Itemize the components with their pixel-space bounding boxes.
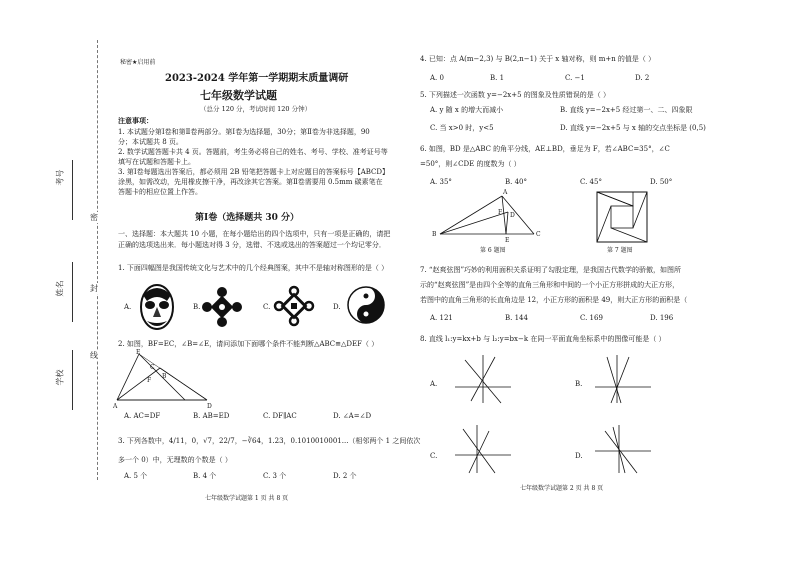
q8-option-d[interactable]: D. <box>575 452 583 460</box>
q2-fig-label-a: A <box>113 403 118 410</box>
q4-option-d[interactable]: D. 2 <box>635 74 650 82</box>
footer-left: 七年级数学试题第 1 页 共 8 页 <box>205 495 289 502</box>
q5-text: 5. 下列描述一次函数 y=−2x+5 的图象及性质错误的是（ ） <box>420 91 610 99</box>
side-label-xian: 线 <box>90 351 98 360</box>
q7-line-1: 7. “赵爽弦图”巧妙的利用面积关系证明了勾股定理，是我国古代数学的骄傲，如图所 <box>420 266 682 274</box>
notice-line-4: 填写在试题和答题卡上。 <box>118 158 195 166</box>
exam-title: 2023-2024 学年第一学期期末质量调研 <box>165 73 349 84</box>
q6-fig-label-b: B <box>432 231 437 238</box>
notice-line-2: 分；本试题共 8 页。 <box>118 138 183 146</box>
exam-info: （总分 120 分，考试时间 120 分钟） <box>200 105 312 113</box>
q1-option-c[interactable]: C. <box>263 303 271 311</box>
exam-subtitle: 七年级数学试题 <box>200 89 277 102</box>
q3-option-c[interactable]: C. 3 个 <box>263 472 287 480</box>
q7-option-c[interactable]: C. 169 <box>580 314 603 322</box>
notice-line-1: 1. 本试题分第Ⅰ卷和第Ⅱ卷两部分。第Ⅰ卷为选择题，30分；第Ⅱ卷为非选择题，90 <box>118 128 370 136</box>
q6-fig-label-e: E <box>505 237 510 244</box>
q4-option-c[interactable]: C. −1 <box>565 74 585 82</box>
side-label-xuexiao: 学校 <box>55 369 65 386</box>
q3-option-a[interactable]: A. 5 个 <box>124 472 148 480</box>
q2-option-a[interactable]: A. AC=DF <box>124 412 161 420</box>
q2-option-d[interactable]: D. ∠A=∠D <box>333 412 372 420</box>
q7-line-3: 若图中的直角三角形的长直角边是 12，小正方形的面积是 49，则大正方形的面积是（ <box>420 296 688 304</box>
q8-option-b[interactable]: B. <box>575 380 583 388</box>
secret-mark: 秘密★启用前 <box>120 59 156 66</box>
q4-text: 4. 已知：点 A(m−2,3) 与 B(2,n−1) 关于 x 轴对称，则 m+n 的值是（ ） <box>420 55 656 63</box>
notice-line-7: 答题卡的相应位置上作答。 <box>118 188 202 196</box>
q6-option-a[interactable]: A. 35° <box>430 178 452 186</box>
notice-line-3: 2. 数学试题答题卡共 4 页。答题前，考生务必将自己的姓名、考号、学校、准考证号等 <box>118 148 388 156</box>
q8-graph-b <box>595 355 655 409</box>
side-label-xingming: 姓名 <box>55 280 65 297</box>
side-label-mi: 密 <box>90 213 98 222</box>
notice-line-5: 3. 第Ⅰ卷每题选出答案后，都必须用 2B 铅笔把答题卡上对应题目的答案标号【ABCD】 <box>118 168 390 176</box>
q8-graph-a <box>455 355 515 409</box>
opera-mask-figure <box>137 283 177 335</box>
yin-yang-figure <box>346 285 386 329</box>
q8-option-c[interactable]: C. <box>430 452 438 460</box>
footer-right: 七年级数学试题第 2 页 共 8 页 <box>520 485 604 492</box>
q6-fig-label-c: C <box>536 231 541 238</box>
q2-fig-label-f: F <box>147 377 152 384</box>
notice-line-6: 涂黑，如需改动，先用橡皮擦干净，再改涂其它答案。第Ⅱ卷需要用 0.5mm 碳素笔在 <box>118 178 383 186</box>
q6-fig-label-d: D <box>510 212 515 219</box>
q6-fig-label-a: A <box>503 189 508 196</box>
side-label-feng: 封 <box>90 284 98 293</box>
q6-option-b[interactable]: B. 40° <box>505 178 528 186</box>
q7-figure <box>595 190 649 248</box>
q6-caption: 第 6 题图 <box>480 247 506 254</box>
q2-text: 2. 如图，BF=EC，∠B=∠E，请问添加下面哪个条件不能判断△ABC≌△DEF（ ） <box>118 340 379 348</box>
q1-option-a[interactable]: A. <box>124 303 132 311</box>
q5-option-a[interactable]: A. y 随 x 的增大而减小 <box>430 106 504 114</box>
q5-option-d[interactable]: D. 直线 y=−2x+5 与 x 轴的交点坐标是 (0,5) <box>560 124 706 132</box>
q1-text: 1. 下面四幅图是我国传统文化与艺术中的几个经典图案，其中不是轴对称图形的是（ ） <box>118 264 389 272</box>
q8-graph-c <box>455 425 515 479</box>
side-label-kaohao: 考号 <box>55 169 65 186</box>
q6-option-c[interactable]: C. 45° <box>580 178 602 186</box>
q8-option-a[interactable]: A. <box>430 380 438 388</box>
section1-intro-2: 正确的选项选出来．每小题选对得 3 分，选错、不选或选出的答案超过一个均记零分． <box>118 241 386 249</box>
q5-option-c[interactable]: C. 当 x>0 时，y<5 <box>430 124 494 132</box>
q7-caption: 第 7 题图 <box>607 247 633 254</box>
q3-text: 3. 下列各数中，4/11，0，√7，22/7，−∛64，1.23，0.1010010001...（相邻两个 1 之间依次 <box>118 437 421 445</box>
side-underline-1 <box>72 160 73 220</box>
q3-option-d[interactable]: D. 2 个 <box>333 472 357 480</box>
q6-figure <box>438 192 538 244</box>
q7-option-d[interactable]: D. 196 <box>650 314 674 322</box>
q4-option-b[interactable]: B. 1 <box>490 74 505 82</box>
q1-option-b[interactable]: B. <box>193 303 201 311</box>
q6-text-2: =50°，则∠CDE 的度数为（ ） <box>420 160 521 168</box>
section1-title: 第Ⅰ卷（选择题共 30 分） <box>195 213 300 223</box>
q1-option-d[interactable]: D. <box>333 303 341 311</box>
knot-pattern-figure <box>275 287 313 329</box>
q2-option-b[interactable]: B. AB=ED <box>193 412 230 420</box>
notice-title: 注意事项： <box>118 117 153 125</box>
q8-graph-d <box>595 425 655 479</box>
section1-intro-1: 一、选择题：本大题共 10 小题，在每小题给出的四个选项中，只有一项是正确的，请把 <box>118 230 391 238</box>
q2-fig-label-e: E <box>136 349 141 356</box>
q3-text-2: 多一个 0）中，无理数的个数是（ ） <box>118 456 232 464</box>
q7-line-2: 示的“赵爽弦图”是由四个全等的直角三角形和中间的一个小正方形拼成的大正方形， <box>420 281 680 289</box>
q2-fig-label-b: B <box>162 373 167 380</box>
q6-fig-label-f: F <box>498 209 503 216</box>
q2-option-c[interactable]: C. DF∥AC <box>263 412 297 420</box>
q8-text: 8. 直线 l₁:y=kx+b 与 l₂:y=bx−k 在同一平面直角坐标系中的图像可能是（ ） <box>420 335 666 343</box>
q7-option-a[interactable]: A. 121 <box>430 314 453 322</box>
binding-dashed-line <box>97 40 98 480</box>
q7-option-b[interactable]: B. 144 <box>505 314 528 322</box>
cloud-pattern-figure <box>202 287 242 331</box>
q2-fig-label-c: C <box>150 364 155 371</box>
q3-option-b[interactable]: B. 4 个 <box>193 472 217 480</box>
q4-option-a[interactable]: A. 0 <box>430 74 444 82</box>
side-underline-2 <box>72 262 73 322</box>
q5-option-b[interactable]: B. 直线 y=−2x+5 经过第一、二、四象限 <box>560 106 693 114</box>
q6-option-d[interactable]: D. 50° <box>650 178 673 186</box>
q6-text: 6. 如图，BD 是△ABC 的角平分线，AE⊥BD，垂足为 F，若∠ABC=35°，∠C <box>420 145 670 153</box>
q2-fig-label-d: D <box>207 403 212 410</box>
side-underline-3 <box>72 350 73 410</box>
